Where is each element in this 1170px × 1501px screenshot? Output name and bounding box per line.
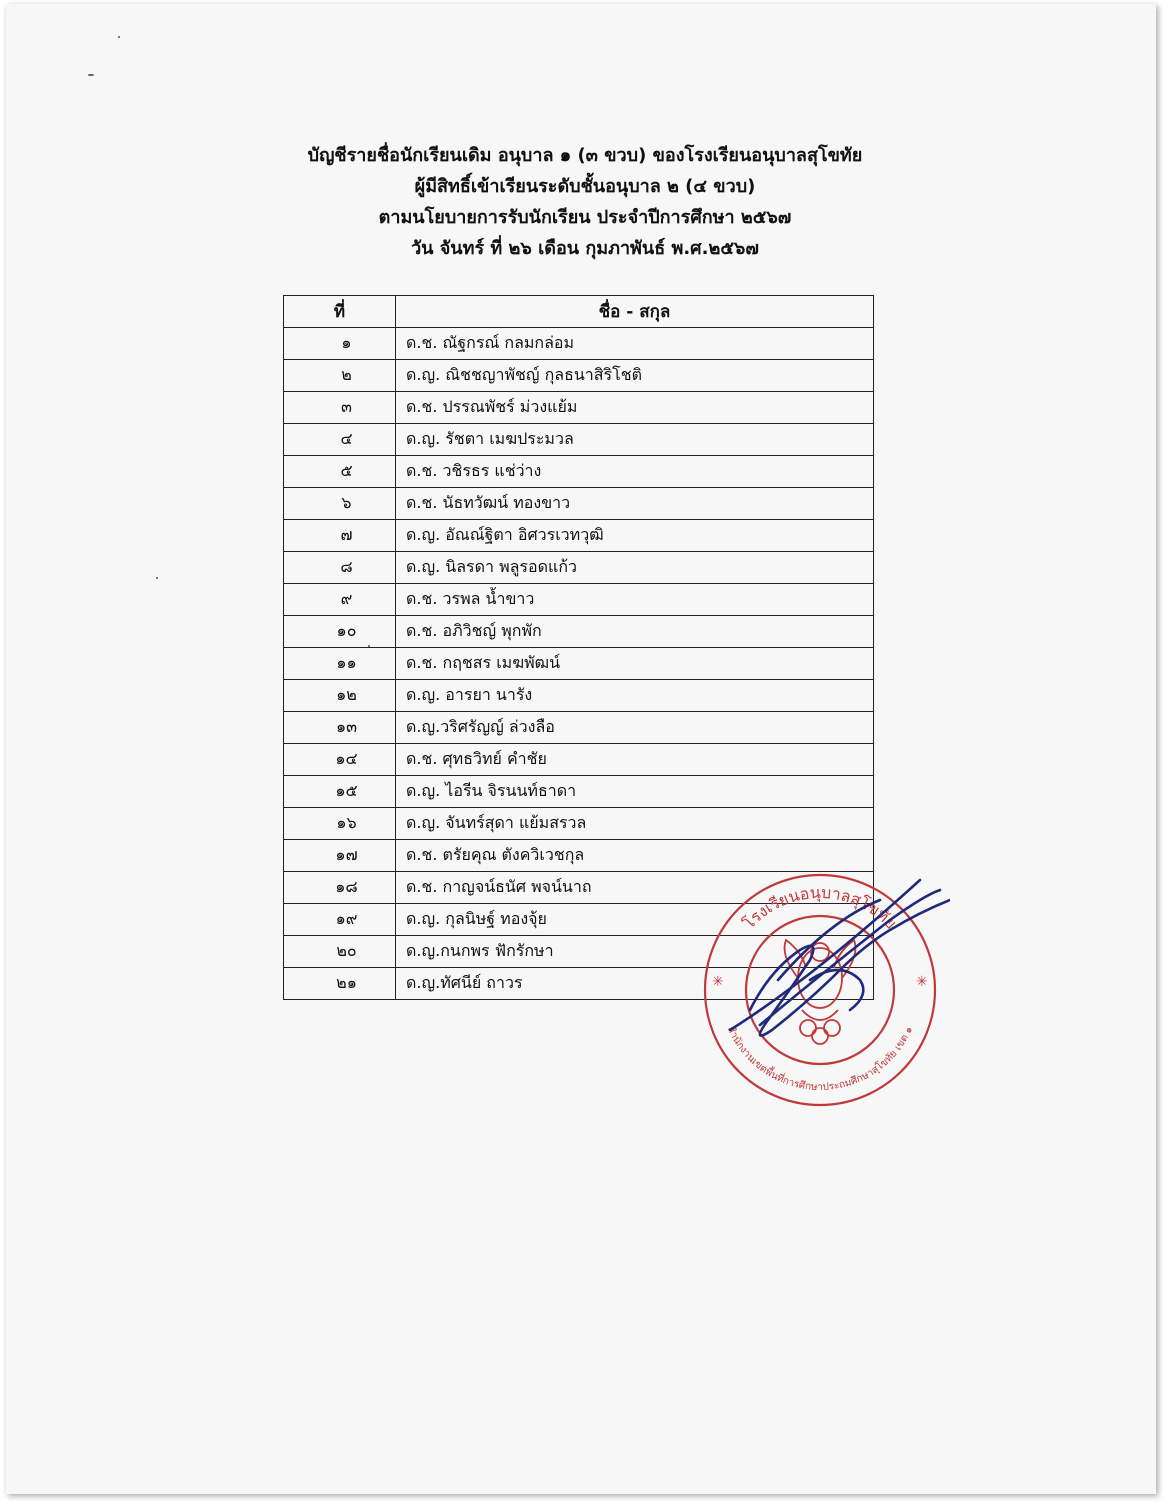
student-name-cell: ด.ช. ณัฐกรณ์ กลมกล่อม bbox=[396, 328, 874, 360]
table-row bbox=[284, 616, 874, 648]
school-seal-with-signature bbox=[690, 860, 950, 1120]
student-number-cell: ๒๐ bbox=[284, 936, 396, 968]
student-name-cell: ด.ช. ปรรณพัชร์ ม่วงแย้ม bbox=[396, 392, 874, 424]
student-number-cell: ๑๘ bbox=[284, 872, 396, 904]
student-number-cell: ๑๐ bbox=[284, 616, 396, 648]
student-number-cell: ๓ bbox=[284, 392, 396, 424]
student-number-cell: ๑๓ bbox=[284, 712, 396, 744]
header-title: บัญชีรายชื่อนักเรียนเดิม อนุบาล ๑ (๓ ขวบ) ของโรงเรียนอนุบาลสุโขทัย bbox=[307, 145, 863, 166]
student-number-cell: ๑๗ bbox=[284, 840, 396, 872]
student-number-cell: ๙ bbox=[284, 584, 396, 616]
student-number-cell: ๑๖ bbox=[284, 808, 396, 840]
student-name-cell: ด.ญ. ไอรีน จิรนนท์ธาดา bbox=[396, 776, 874, 808]
student-number-cell: ๕ bbox=[284, 456, 396, 488]
table-header-row bbox=[284, 296, 874, 328]
header-date: วัน จันทร์ ที่ ๒๖ เดือน กุมภาพันธ์ พ.ศ.๒๕๖๗ bbox=[411, 238, 759, 259]
student-number-cell: ๑๕ bbox=[284, 776, 396, 808]
student-number-cell: ๔ bbox=[284, 424, 396, 456]
document-header bbox=[0, 140, 1170, 264]
table-row bbox=[284, 584, 874, 616]
table-row bbox=[284, 776, 874, 808]
table-row bbox=[284, 456, 874, 488]
table-row bbox=[284, 392, 874, 424]
scan-speck bbox=[156, 577, 158, 579]
student-number-cell: ๖ bbox=[284, 488, 396, 520]
seal-star-left-icon: ✳ bbox=[712, 974, 724, 990]
student-number-cell: ๒ bbox=[284, 360, 396, 392]
student-number-cell: ๑๙ bbox=[284, 904, 396, 936]
student-name-cell: ด.ช. นัธทวัฒน์ ทองขาว bbox=[396, 488, 874, 520]
table-row bbox=[284, 680, 874, 712]
student-number-cell: ๑ bbox=[284, 328, 396, 360]
table-row bbox=[284, 488, 874, 520]
table-row bbox=[284, 648, 874, 680]
student-name-cell: ด.ญ. นิลรดา พลูรอดแก้ว bbox=[396, 552, 874, 584]
student-name-cell: ด.ช. อภิวิชญ์ พุกพัก bbox=[396, 616, 874, 648]
student-number-cell: ๗ bbox=[284, 520, 396, 552]
student-name-cell: ด.ญ. ณิชชญาพัชญ์ กุลธนาสิริโชติ bbox=[396, 360, 874, 392]
student-number-cell: ๑๒ bbox=[284, 680, 396, 712]
student-number-cell: ๘ bbox=[284, 552, 396, 584]
table-row bbox=[284, 712, 874, 744]
student-name-cell: ด.ช. กาญจน์ธนัศ พจน์นาถ bbox=[396, 872, 874, 904]
student-number-cell: ๑๑ bbox=[284, 648, 396, 680]
header-subtitle: ผู้มีสิทธิ์เข้าเรียนระดับชั้นอนุบาล ๒ (๔ ขวบ) bbox=[414, 176, 756, 197]
student-name-cell: ด.ญ.วริศรัญญ์ ล่วงลือ bbox=[396, 712, 874, 744]
scan-speck bbox=[88, 74, 94, 76]
header-policy: ตามนโยบายการรับนักเรียน ประจำปีการศึกษา ๒๕๖๗ bbox=[378, 207, 792, 228]
seal-star-right-icon: ✳ bbox=[916, 974, 928, 990]
student-name-cell: ด.ญ. อัณณ์ฐิตา อิศวรเวทวุฒิ bbox=[396, 520, 874, 552]
student-name-cell: ด.ญ.ทัศนีย์ ถาวร bbox=[396, 968, 874, 1000]
student-name-cell: ด.ญ. กุลนิษฐ์ ทองจุ้ย bbox=[396, 904, 874, 936]
student-name-cell: ด.ช. วรพล น้ำขาว bbox=[396, 584, 874, 616]
student-name-cell: ด.ญ. จันทร์สุดา แย้มสรวล bbox=[396, 808, 874, 840]
student-name-cell: ด.ช. ศุทธวิทย์ คำชัย bbox=[396, 744, 874, 776]
student-name-cell: ด.ช. วชิรธร แช่ว่าง bbox=[396, 456, 874, 488]
table-row bbox=[284, 552, 874, 584]
table-row bbox=[284, 360, 874, 392]
student-name-cell: ด.ช. กฤชสร เมฆพัฒน์ bbox=[396, 648, 874, 680]
seal-office-name: สำนักงานเขตพื้นที่การศึกษาประถมศึกษาสุโขทัย เขต ๑ bbox=[724, 1024, 916, 1094]
table-row bbox=[284, 328, 874, 360]
student-name-cell: ด.ญ.กนกพร ฟักรักษา bbox=[396, 936, 874, 968]
scan-speck bbox=[118, 36, 120, 38]
table-row bbox=[284, 520, 874, 552]
column-header-name: ชื่อ - สกุล bbox=[396, 296, 874, 328]
column-header-number: ที่ bbox=[284, 296, 396, 328]
student-name-cell: ด.ญ. รัชตา เมฆประมวล bbox=[396, 424, 874, 456]
student-name-cell: ด.ญ. อารยา นารัง bbox=[396, 680, 874, 712]
table-row bbox=[284, 808, 874, 840]
table-row bbox=[284, 424, 874, 456]
student-number-cell: ๒๑ bbox=[284, 968, 396, 1000]
table-row bbox=[284, 744, 874, 776]
student-number-cell: ๑๔ bbox=[284, 744, 396, 776]
seal-school-name: โรงเรียนอนุบาลสุโขทัย bbox=[739, 882, 901, 933]
student-name-cell: ด.ช. ตรัยคุณ ตังควิเวชกุล bbox=[396, 840, 874, 872]
